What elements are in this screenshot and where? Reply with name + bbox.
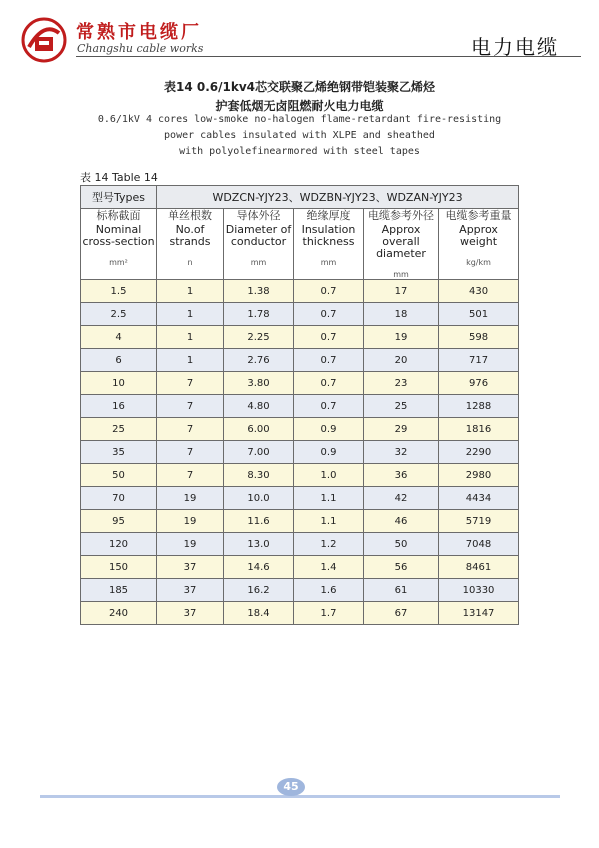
table-cell: 11.6 — [224, 510, 294, 533]
column-header — [224, 209, 294, 280]
table-cell: 240 — [81, 602, 157, 625]
table-cell: 37 — [157, 579, 224, 602]
table-cell: 29 — [364, 418, 439, 441]
table-cell: 1.0 — [294, 464, 364, 487]
table-cell: 2980 — [439, 464, 519, 487]
table-cell: 501 — [439, 303, 519, 326]
table-row — [81, 303, 519, 326]
table-cell: 19 — [364, 326, 439, 349]
column-header-cn: 绝缘厚度 — [306, 209, 351, 222]
column-header-en: No.of strands — [169, 223, 211, 248]
table-cell: 50 — [81, 464, 157, 487]
column-header-cn: 导体外径 — [236, 209, 281, 222]
table-cell: 0.7 — [294, 395, 364, 418]
table-cell: 13147 — [439, 602, 519, 625]
table-cell: 717 — [439, 349, 519, 372]
table-cell: 0.9 — [294, 418, 364, 441]
table-cell: 19 — [157, 533, 224, 556]
table-title-en-line3: with polyolefinearmored with steel tapes — [179, 146, 420, 157]
table-row — [81, 395, 519, 418]
table-cell: 5719 — [439, 510, 519, 533]
column-header-unit: n — [187, 258, 193, 267]
table-cell: 4.80 — [224, 395, 294, 418]
table-cell: 1.4 — [294, 556, 364, 579]
column-header — [157, 209, 224, 280]
company-name-cn: 常熟市电缆厂 — [76, 22, 202, 43]
table-cell: 8.30 — [224, 464, 294, 487]
table-cell: 19 — [157, 510, 224, 533]
table-cell: 46 — [364, 510, 439, 533]
table-cell: 2.5 — [81, 303, 157, 326]
table-cell: 18 — [364, 303, 439, 326]
column-header-unit: mm² — [109, 258, 128, 267]
column-header-en: Approx weight — [459, 223, 498, 248]
table-cell: 56 — [364, 556, 439, 579]
table-caption: 表 14 Table 14 — [80, 171, 158, 184]
table-cell: 67 — [364, 602, 439, 625]
types-row — [81, 186, 519, 209]
column-header-cn: 单丝根数 — [168, 209, 212, 222]
table-row — [81, 372, 519, 395]
table-cell: 150 — [81, 556, 157, 579]
column-header — [81, 209, 157, 280]
table-cell: 20 — [364, 349, 439, 372]
table-cell: 1816 — [439, 418, 519, 441]
table-title-en-line2: power cables insulated with XLPE and sheathed — [164, 130, 435, 141]
table-title-cn-line2: 护套低烟无卤阻燃耐火电力电缆 — [215, 99, 384, 113]
column-header-unit: mm — [320, 258, 337, 267]
table-cell: 0.7 — [294, 349, 364, 372]
table-cell: 7 — [157, 418, 224, 441]
table-row — [81, 441, 519, 464]
table-cell: 120 — [81, 533, 157, 556]
table-cell: 16.2 — [224, 579, 294, 602]
table-cell: 0.7 — [294, 280, 364, 303]
table-cell: 95 — [81, 510, 157, 533]
table-cell: 23 — [364, 372, 439, 395]
table-row — [81, 556, 519, 579]
footer-line — [40, 795, 560, 798]
table-cell: 19 — [157, 487, 224, 510]
column-header-en: Insulation thickness — [301, 223, 356, 248]
table-cell: 2.76 — [224, 349, 294, 372]
table-cell: 1.78 — [224, 303, 294, 326]
table-cell: 10.0 — [224, 487, 294, 510]
column-header-en: Approx overall diameter — [376, 223, 426, 260]
section-title: 电力电缆 — [471, 35, 559, 59]
table-row — [81, 280, 519, 303]
table-cell: 1.5 — [81, 280, 157, 303]
table-cell: 10330 — [439, 579, 519, 602]
column-header-cn: 电缆参考重量 — [445, 209, 512, 222]
table-cell: 7 — [157, 395, 224, 418]
table-cell: 2290 — [439, 441, 519, 464]
company-logo-icon — [21, 17, 67, 63]
table-row — [81, 487, 519, 510]
table-row — [81, 349, 519, 372]
table-cell: 4 — [81, 326, 157, 349]
table-cell: 0.7 — [294, 326, 364, 349]
table-cell: 1.7 — [294, 602, 364, 625]
table-cell: 1.6 — [294, 579, 364, 602]
column-header — [294, 209, 364, 280]
column-header-unit: mm — [393, 270, 409, 279]
table-row — [81, 418, 519, 441]
table-cell: 61 — [364, 579, 439, 602]
column-header-cn: 电缆参考外径 — [368, 209, 434, 222]
table-cell: 2.25 — [224, 326, 294, 349]
table-title-cn-line1: 表14 0.6/1kv4芯交联聚乙烯绝钢带铠装聚乙烯烃 — [163, 80, 436, 94]
table-title-en-line1: 0.6/1kV 4 cores low-smoke no-halogen flame-retardant fire-resisting — [97, 114, 502, 125]
table-cell: 598 — [439, 326, 519, 349]
table-cell: 10 — [81, 372, 157, 395]
table-cell: 7 — [157, 372, 224, 395]
column-header-en: Diameter of conductor — [225, 223, 292, 248]
table-cell: 25 — [81, 418, 157, 441]
table-cell: 7048 — [439, 533, 519, 556]
table-cell: 14.6 — [224, 556, 294, 579]
table-cell: 13.0 — [224, 533, 294, 556]
table-row — [81, 510, 519, 533]
types-value: WDZCN-YJY23、WDZBN-YJY23、WDZAN-YJY23 — [157, 186, 519, 209]
table-cell: 42 — [364, 487, 439, 510]
table-cell: 25 — [364, 395, 439, 418]
table-cell: 36 — [364, 464, 439, 487]
column-header-unit: mm — [250, 258, 267, 267]
table-cell: 1.1 — [294, 510, 364, 533]
company-name-en: Changshu cable works — [77, 42, 204, 55]
table-cell: 1.2 — [294, 533, 364, 556]
table-cell: 35 — [81, 441, 157, 464]
table-cell: 1288 — [439, 395, 519, 418]
table-cell: 7 — [157, 464, 224, 487]
table-cell: 185 — [81, 579, 157, 602]
table-row — [81, 533, 519, 556]
table-row — [81, 579, 519, 602]
table-cell: 7 — [157, 441, 224, 464]
column-header — [364, 209, 439, 280]
table-cell: 32 — [364, 441, 439, 464]
table-cell: 50 — [364, 533, 439, 556]
table-cell: 430 — [439, 280, 519, 303]
table-cell: 70 — [81, 487, 157, 510]
table-cell: 0.9 — [294, 441, 364, 464]
table-cell: 18.4 — [224, 602, 294, 625]
table-cell: 1 — [157, 303, 224, 326]
table-cell: 0.7 — [294, 303, 364, 326]
table-cell: 3.80 — [224, 372, 294, 395]
table-cell: 37 — [157, 556, 224, 579]
table-row — [81, 464, 519, 487]
table-cell: 6 — [81, 349, 157, 372]
table-cell: 37 — [157, 602, 224, 625]
column-header — [439, 209, 519, 280]
table-cell: 1.1 — [294, 487, 364, 510]
table-cell: 4434 — [439, 487, 519, 510]
table-cell: 16 — [81, 395, 157, 418]
table-cell: 0.7 — [294, 372, 364, 395]
table-cell: 1 — [157, 326, 224, 349]
table-cell: 7.00 — [224, 441, 294, 464]
table-row — [81, 602, 519, 625]
spec-table — [80, 185, 519, 625]
types-label: 型号Types — [81, 186, 157, 209]
column-header-row — [81, 209, 519, 280]
table-row — [81, 326, 519, 349]
page-number: 45 — [277, 778, 305, 796]
table-cell: 6.00 — [224, 418, 294, 441]
table-cell: 8461 — [439, 556, 519, 579]
table-cell: 1.38 — [224, 280, 294, 303]
table-cell: 976 — [439, 372, 519, 395]
column-header-unit: kg/km — [466, 258, 491, 267]
table-cell: 1 — [157, 280, 224, 303]
column-header-cn: 标称截面 — [96, 209, 141, 222]
column-header-en: Nominal cross-section — [82, 223, 155, 248]
table-cell: 1 — [157, 349, 224, 372]
table-cell: 17 — [364, 280, 439, 303]
